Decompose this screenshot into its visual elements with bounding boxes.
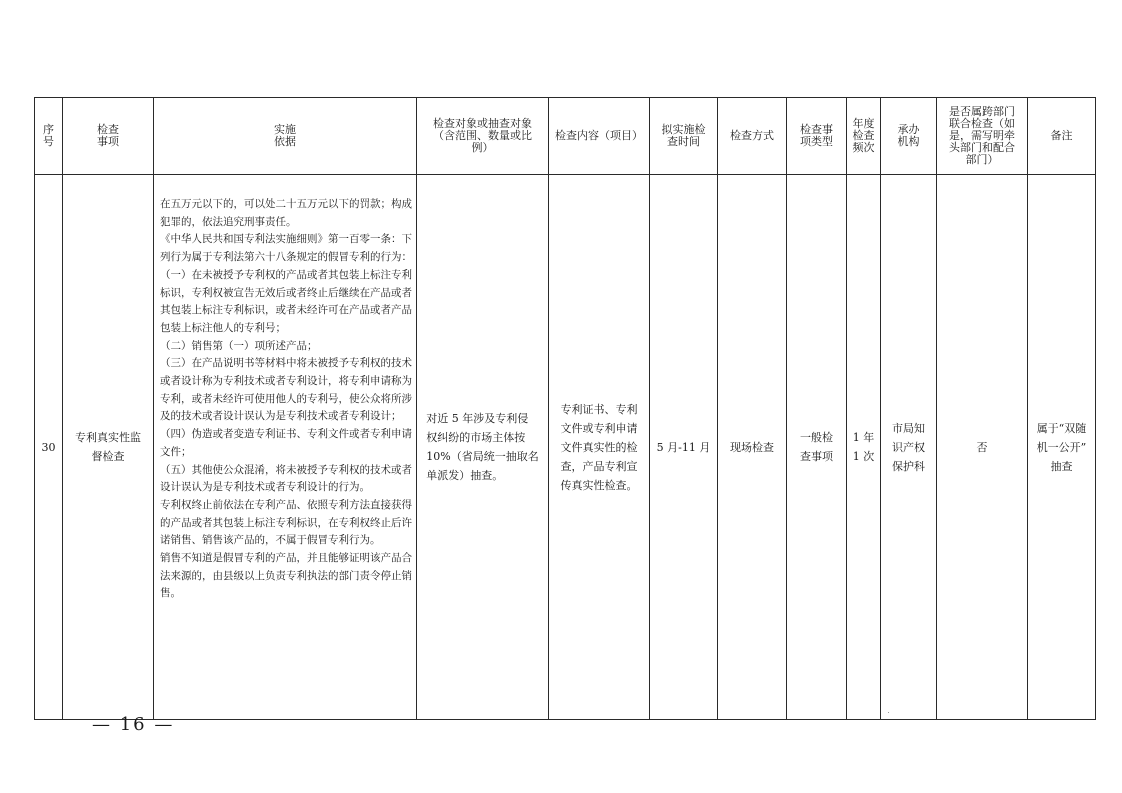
basis-paragraph: 专利权终止前依法在专利产品、依照专利方法直接获得的产品或者其包装上标注专利标识，在专利权终止后许诺销售、销售该产品的，不属于假冒专利行为。 bbox=[160, 498, 412, 547]
header-method: 检查方式 bbox=[718, 98, 787, 175]
header-object: 检查对象或抽查对象 （含范围、数量或比 例） bbox=[417, 98, 549, 175]
basis-paragraph: 在五万元以下的，可以处二十五万元以下的罚款；构成犯罪的，依法追究刑事责任。 bbox=[160, 198, 412, 228]
header-remark: 备注 bbox=[1028, 98, 1096, 175]
basis-paragraph: （四）伪造或者变造专利证书、专利文件或者专利申请文件； bbox=[160, 428, 412, 458]
inspection-table bbox=[34, 97, 1096, 720]
cell-number: 30 bbox=[35, 175, 63, 720]
cell-remark: 属于“双随 机一公开” 抽查 bbox=[1028, 175, 1096, 720]
cell-object: 对近 5 年涉及专利侵 权纠纷的市场主体按 10%（省局统一抽取名 单派发）抽查。 bbox=[417, 175, 549, 720]
cell-type: 一般检 查事项 bbox=[787, 175, 847, 720]
page-number: — 16 — bbox=[92, 714, 175, 735]
header-number: 序 号 bbox=[35, 98, 63, 175]
basis-paragraph: 销售不知道是假冒专利的产品，并且能够证明该产品合法来源的，由县级以上负责专利执法的部门责令停止销售。 bbox=[160, 552, 412, 600]
scan-dot bbox=[888, 712, 889, 713]
basis-paragraph: （二）销售第（一）项所述产品； bbox=[160, 339, 318, 352]
header-frequency: 年度 检查 频次 bbox=[847, 98, 881, 175]
header-organizer: 承办 机构 bbox=[881, 98, 937, 175]
cell-method: 现场检查 bbox=[718, 175, 787, 720]
cell-basis bbox=[154, 175, 417, 720]
header-time: 拟实施检 查时间 bbox=[650, 98, 718, 175]
header-cross-department: 是否属跨部门 联合检查（如 是，需写明牵 头部门和配合 部门） bbox=[937, 98, 1028, 175]
basis-paragraph: （三）在产品说明书等材料中将未被授予专利权的技术或者设计称为专利技术或者专利设计，将专利申请称为专利，或者未经许可使用他人的专利号，使公众将所涉及的技术或者设计误认为是专利技术或者专利设计； bbox=[160, 357, 412, 423]
basis-paragraph: （五）其他使公众混淆，将未被授予专利权的技术或者设计误认为是专利技术或者专利设计的行为。 bbox=[160, 463, 412, 494]
header-basis: 实施 依据 bbox=[154, 98, 417, 175]
header-row bbox=[35, 98, 1096, 175]
header-content: 检查内容（项目） bbox=[549, 98, 650, 175]
basis-paragraph: 《中华人民共和国专利法实施细则》第一百零一条：下列行为属于专利法第六十八条规定的假冒专利的行为： bbox=[160, 233, 412, 264]
cell-item: 专利真实性监 督检查 bbox=[63, 175, 154, 720]
header-type: 检查事 项类型 bbox=[787, 98, 847, 175]
cell-organizer: 市局知 识产权 保护科 bbox=[881, 175, 937, 720]
cell-cross-department: 否 bbox=[937, 175, 1028, 720]
basis-paragraph: （一）在未被授予专利权的产品或者其包装上标注专利标识，专利权被宣告无效后或者终止后继续在产品或者其包装上标注专利标识，或者未经许可在产品或者产品包装上标注他人的专利号； bbox=[160, 268, 412, 334]
header-item: 检查 事项 bbox=[63, 98, 154, 175]
cell-content: 专利证书、专利 文件或专利申请 文件真实性的检 查，产品专利宣 传真实性检查。 bbox=[549, 175, 650, 720]
cell-frequency: 1 年 1 次 bbox=[847, 175, 881, 720]
table-row bbox=[35, 175, 1096, 720]
cell-time: 5 月-11 月 bbox=[650, 175, 718, 720]
